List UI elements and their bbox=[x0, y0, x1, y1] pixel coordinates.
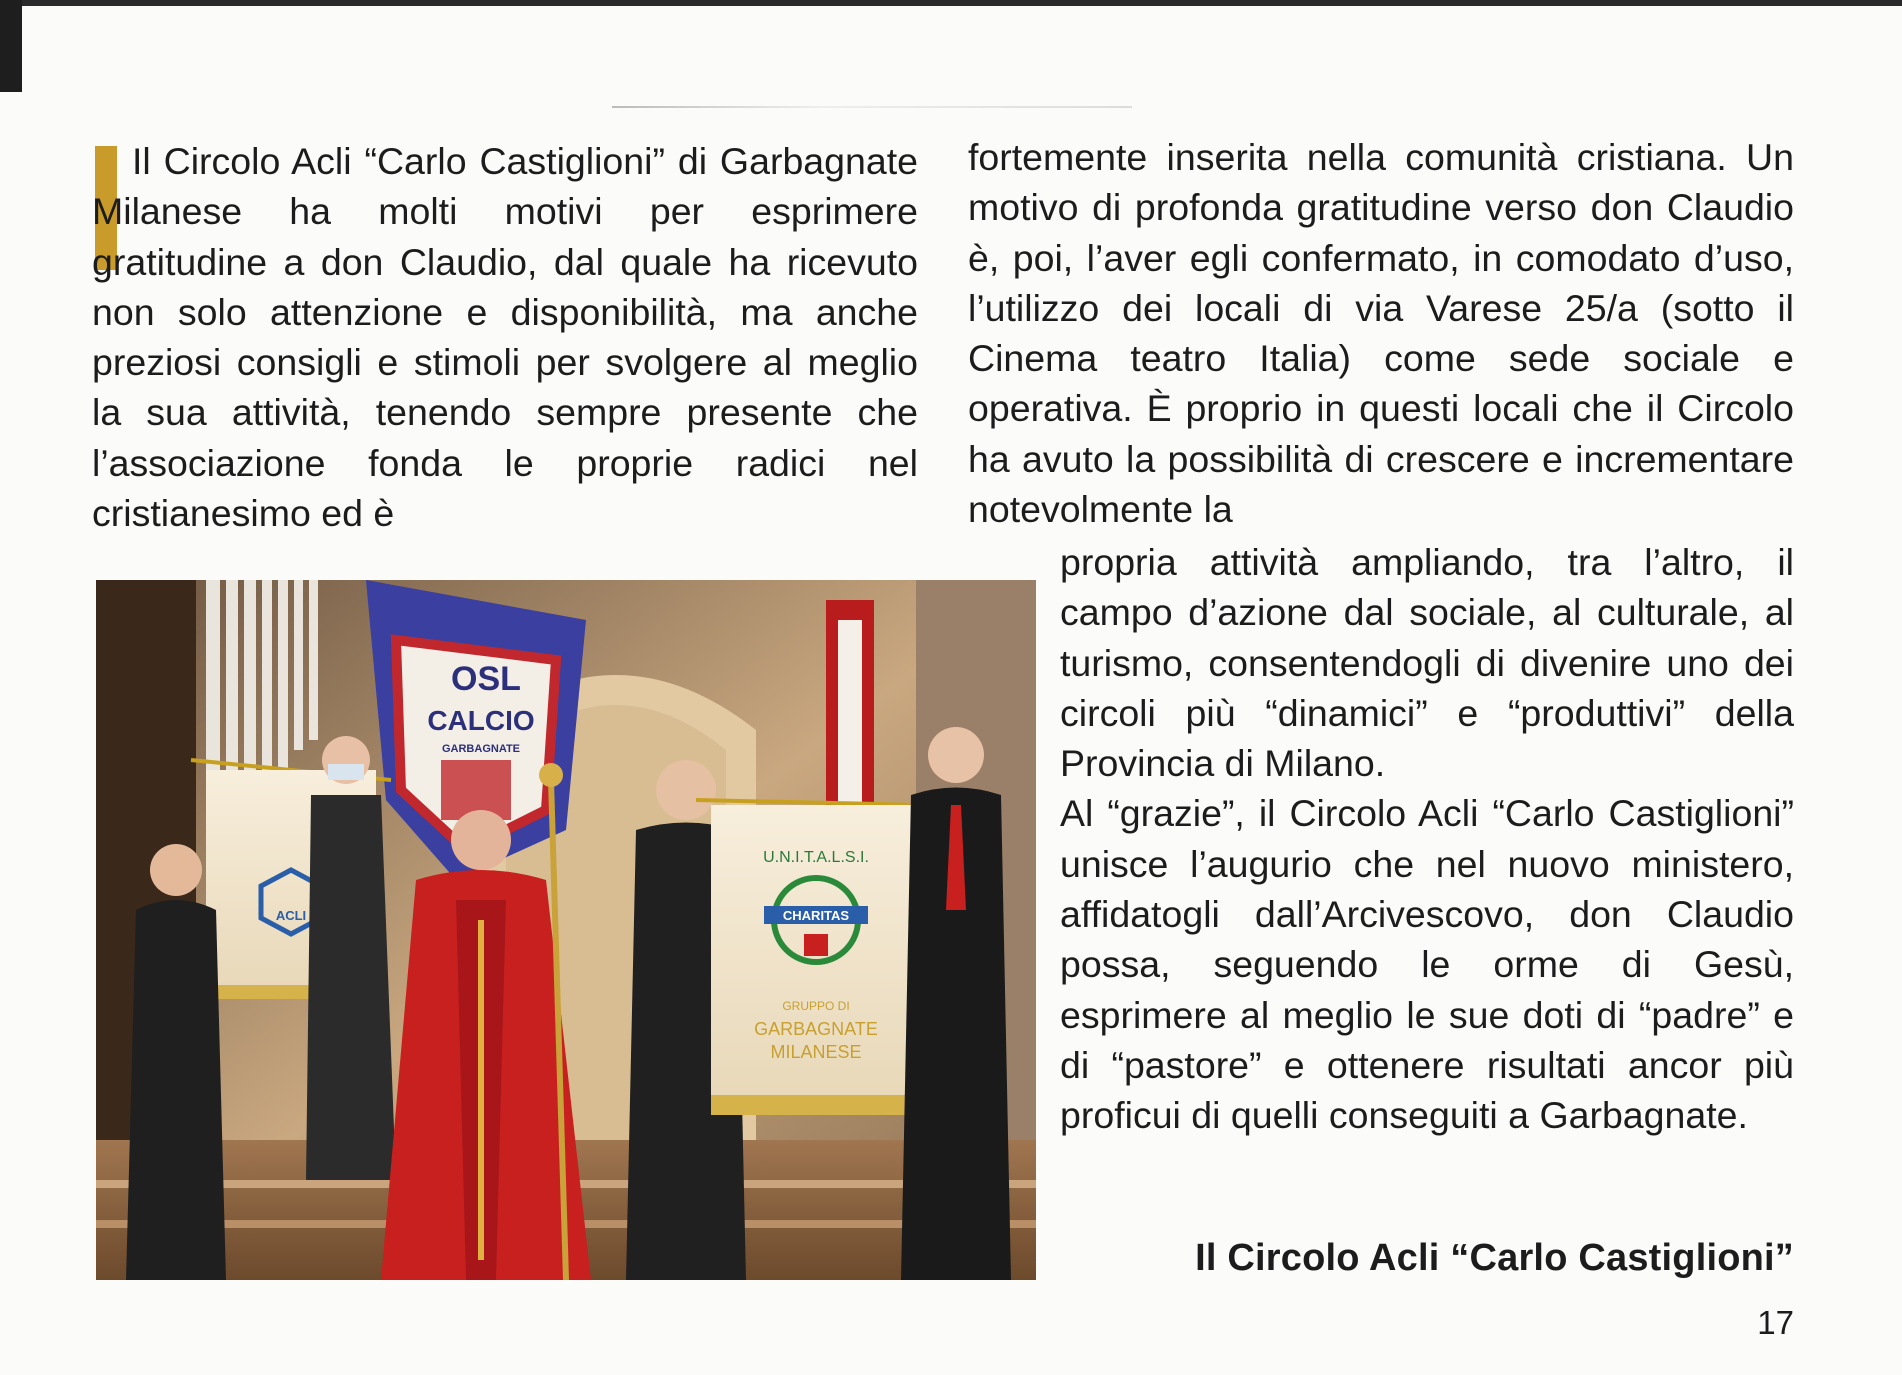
header-rule bbox=[612, 106, 1132, 108]
right-column-bottom-paragraph: propria attività ampliando, tra l’altro, il campo d’azione dal sociale, al culturale, al turismo, consentendogli di divenire uno dei circoli più “dinamici” e “produttivi” della Provincia di Milano. bbox=[1060, 541, 1794, 785]
right-column-top bbox=[968, 132, 1794, 534]
left-column-paragraph: Il Circolo Acli “Carlo Castiglioni” di Garbagnate Milanese ha molti motivi per esprimere gratitudine a don Claudio, dal quale ha ricevuto non solo attenzione e disponibilità, ma anche preziosi consigli e stimoli per svolgere al meglio la sua attività, tenendo sempre presente che l’associazione fonda le proprie radici nel cristianesimo ed è bbox=[92, 140, 918, 535]
unitalsi-banner bbox=[696, 800, 926, 1115]
milanese-banner-text: MILANESE bbox=[770, 1042, 862, 1062]
osl-text: OSL bbox=[451, 660, 521, 698]
person-left bbox=[126, 844, 226, 1280]
page-top-border bbox=[0, 0, 1902, 6]
person-right bbox=[901, 727, 1011, 1280]
page-left-border bbox=[0, 0, 22, 92]
page-number: 17 bbox=[1757, 1304, 1794, 1341]
garbagnate-banner-text: GARBAGNATE bbox=[754, 1019, 878, 1039]
gruppo-text: GRUPPO DI bbox=[782, 999, 850, 1013]
right-column-bottom bbox=[1060, 537, 1794, 1141]
article-signature: Il Circolo Acli “Carlo Castiglioni” bbox=[1195, 1237, 1794, 1279]
right-column-top-paragraph: fortemente inserita nella comunità cristiana. Un motivo di profonda gratitudine verso don Claudio è, poi, l’aver egli confermato, in comodato d’uso, l’utilizzo dei locali di via Varese 25/a (sotto il Cinema teatro Italia) come sede sociale e operativa. È proprio in questi locali che il Circolo ha avuto la possibilità di crescere e incrementare notevolmente la bbox=[968, 136, 1794, 531]
charitas-text: CHARITAS bbox=[782, 908, 850, 923]
calcio-text: CALCIO bbox=[427, 705, 535, 736]
closing-paragraph: Al “grazie”, il Circolo Acli “Carlo Castiglioni” unisce l’augurio che nel nuovo ministero, affidatogli dall’Arcivescovo, don Claudio possa, seguendo le orme di Gesù, esprimere al meglio le sue doti di “padre” e di “pastore” e ottenere risultati ancor più proficui di quelli conseguiti a Garbagnate. bbox=[1060, 792, 1794, 1137]
left-column bbox=[92, 136, 918, 538]
acli-logo-text: ACLI bbox=[275, 908, 307, 923]
unitalsi-text: U.N.I.T.A.L.S.I. bbox=[763, 849, 869, 866]
group-photo bbox=[96, 580, 1036, 1280]
garbagnate-text: GARBAGNATE bbox=[441, 743, 521, 755]
